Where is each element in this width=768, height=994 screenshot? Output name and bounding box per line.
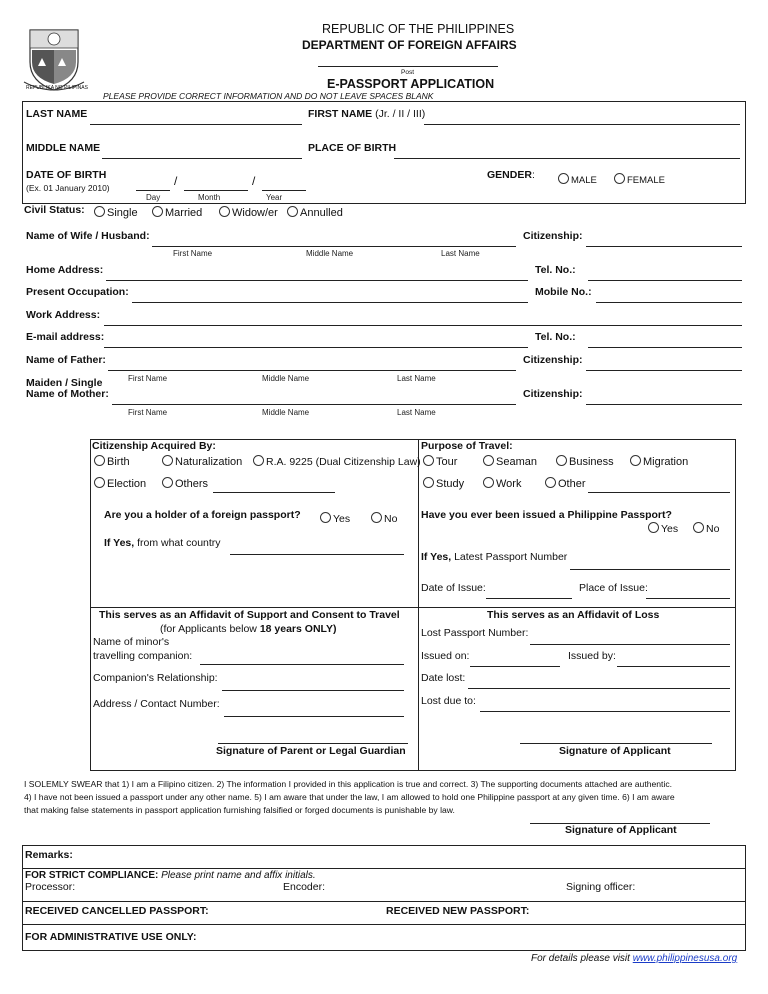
- radio-circle-icon: [320, 512, 331, 523]
- radio-circle-icon: [545, 477, 556, 488]
- foreign-country-label: from what country: [134, 537, 221, 549]
- footer-details: [531, 953, 737, 964]
- mother-last-name-sub: Last Name: [397, 408, 436, 417]
- civil-widower-radio[interactable]: [219, 206, 278, 219]
- place-of-birth-label: PLACE OF BIRTH: [308, 142, 397, 154]
- instruction-text: PLEASE PROVIDE CORRECT INFORMATION AND DO NOT LEAVE SPACES BLANK: [103, 91, 434, 101]
- radio-circle-icon: [614, 173, 625, 184]
- cit-naturalization-radio[interactable]: [162, 455, 242, 468]
- mother-label-1: Maiden / Single: [26, 377, 103, 389]
- radio-circle-icon: [371, 512, 382, 523]
- dob-year-label: Year: [266, 193, 283, 202]
- radio-circle-icon: [648, 522, 659, 533]
- dob-slash-1: /: [174, 174, 178, 188]
- father-last-name-sub: Last Name: [397, 374, 436, 383]
- middle-name-field[interactable]: [102, 158, 302, 159]
- affidavit-divider: [90, 607, 736, 608]
- issued-on-field[interactable]: [470, 666, 560, 667]
- purpose-tour-label: Tour: [436, 456, 458, 468]
- cit-ra9225-label: R.A. 9225 (Dual Citizenship Law): [266, 456, 421, 468]
- issued-passport-question: Have you ever been issued a Philippine Passport?: [421, 509, 672, 521]
- spouse-citizenship-label: Citizenship:: [523, 230, 583, 242]
- mother-first-name-sub: First Name: [128, 408, 168, 417]
- radio-circle-icon: [162, 455, 173, 466]
- address-contact-label: Address / Contact Number:: [93, 698, 220, 710]
- oath-line-2: 4) I have not been issued a passport under any other name. 5) I am aware that under the law, I am allowed to hold one Philippine passport at any given time. 6) I am aware: [24, 792, 675, 802]
- foreign-yes-radio[interactable]: [320, 512, 350, 525]
- mother-field[interactable]: [112, 404, 516, 405]
- encoder-label: Encoder:: [283, 881, 326, 893]
- guardian-signature-line[interactable]: [218, 743, 408, 744]
- issued-no-radio[interactable]: [693, 522, 719, 535]
- issued-yes-label: Yes: [661, 523, 679, 535]
- foreign-yes-label: Yes: [333, 513, 351, 525]
- new-passport-label: RECEIVED NEW PASSPORT:: [386, 905, 530, 917]
- lost-due-field[interactable]: [480, 711, 730, 712]
- latest-passport-field[interactable]: [570, 569, 730, 570]
- last-name-field[interactable]: [90, 124, 302, 125]
- last-name-label: LAST NAME: [26, 108, 88, 120]
- radio-circle-icon: [483, 477, 494, 488]
- oath-signature-label: Signature of Applicant: [565, 824, 677, 836]
- work-address-field[interactable]: [104, 325, 742, 326]
- loss-applicant-signature-label: Signature of Applicant: [559, 745, 671, 757]
- issued-if-yes: If Yes,: [421, 551, 452, 563]
- foreign-country-label-wrap: [104, 537, 221, 549]
- radio-circle-icon: [483, 455, 494, 466]
- purpose-seaman-radio[interactable]: [483, 455, 537, 468]
- purpose-title: Purpose of Travel:: [421, 440, 513, 452]
- first-name-label: FIRST NAME: [308, 108, 373, 120]
- form-title: E-PASSPORT APPLICATION: [327, 77, 495, 91]
- oath-line-3: that making false statements in passport application furnishing falsified or forged documents is punishable by law.: [24, 805, 455, 815]
- gender-male-label: MALE: [571, 175, 597, 186]
- spouse-label: Name of Wife / Husband:: [26, 230, 150, 242]
- father-citizenship-label: Citizenship:: [523, 354, 583, 366]
- purpose-study-label: Study: [436, 478, 465, 490]
- mother-citizenship-label: Citizenship:: [523, 388, 583, 400]
- cit-birth-radio[interactable]: [94, 455, 130, 468]
- issued-by-label: Issued by:: [568, 650, 616, 662]
- latest-passport-label: Latest Passport Number: [451, 551, 568, 563]
- radio-circle-icon: [423, 455, 434, 466]
- dob-example: (Ex. 01 January 2010): [26, 183, 110, 193]
- purpose-study-radio[interactable]: [423, 477, 464, 490]
- foreign-passport-question: Are you a holder of a foreign passport?: [104, 509, 301, 521]
- minor-companion-label-1: Name of minor's: [93, 636, 170, 648]
- father-field[interactable]: [108, 370, 516, 371]
- box-divider: [418, 439, 419, 770]
- spouse-middle-name-sub: Middle Name: [306, 249, 354, 258]
- purpose-business-label: Business: [569, 456, 614, 468]
- affidavit-subtitle-bold: 18 years ONLY): [259, 623, 337, 635]
- republic-title: REPUBLIC OF THE PHILIPPINES: [322, 22, 515, 36]
- occupation-label: Present Occupation:: [26, 286, 129, 298]
- mother-label-2: Name of Mother:: [26, 388, 109, 400]
- home-tel-label: Tel. No.:: [535, 264, 576, 276]
- civil-widower-label: Widow/er: [232, 207, 278, 219]
- affidavit-loss-title: This serves as an Affidavit of Loss: [487, 609, 660, 621]
- post-label: Post: [401, 69, 415, 76]
- father-middle-name-sub: Middle Name: [262, 374, 310, 383]
- footer-link[interactable]: www.philippinesusa.org: [632, 953, 738, 964]
- purpose-seaman-label: Seaman: [496, 456, 537, 468]
- signing-officer-label: Signing officer:: [566, 881, 636, 893]
- dob-label: DATE OF BIRTH: [26, 169, 107, 181]
- work-address-label: Work Address:: [26, 309, 101, 321]
- relationship-label: Companion's Relationship:: [93, 672, 218, 684]
- occupation-field[interactable]: [132, 302, 528, 303]
- spouse-last-name-sub: Last Name: [441, 249, 480, 258]
- address-contact-field[interactable]: [224, 716, 404, 717]
- place-of-birth-field[interactable]: [394, 158, 740, 159]
- middle-name-label: MIDDLE NAME: [26, 142, 101, 154]
- father-citizenship-field[interactable]: [586, 370, 742, 371]
- purpose-other-radio[interactable]: [545, 477, 586, 490]
- seal-logo: [22, 22, 86, 94]
- civil-married-label: Married: [165, 207, 203, 219]
- civil-married-radio[interactable]: [152, 206, 202, 219]
- radio-circle-icon: [630, 455, 641, 466]
- issued-by-field[interactable]: [617, 666, 730, 667]
- mobile-field[interactable]: [596, 302, 742, 303]
- gender-male-radio[interactable]: [558, 173, 597, 186]
- radio-circle-icon: [693, 522, 704, 533]
- dob-slash-2: /: [252, 174, 256, 188]
- compliance-note: Please print name and affix initials.: [158, 870, 316, 881]
- guardian-signature-label: Signature of Parent or Legal Guardian: [216, 745, 406, 757]
- issued-no-label: No: [706, 523, 720, 535]
- gender-female-label: FEMALE: [627, 175, 666, 186]
- first-name-label-wrap: [308, 108, 425, 120]
- admin-use-label: FOR ADMINISTRATIVE USE ONLY:: [25, 931, 197, 943]
- compliance-label: FOR STRICT COMPLIANCE:: [25, 870, 159, 881]
- affidavit-support-subtitle: [160, 623, 336, 635]
- citizenship-title: Citizenship Acquired By:: [92, 440, 216, 452]
- radio-circle-icon: [94, 455, 105, 466]
- first-name-hint: (Jr. / II / III): [375, 108, 426, 120]
- civil-annulled-label: Annulled: [300, 207, 343, 219]
- minor-companion-label-2: travelling companion:: [93, 650, 193, 662]
- remarks-label: Remarks:: [25, 849, 73, 861]
- dob-day-field[interactable]: [136, 190, 170, 191]
- seal-text: REPUBLIKA NG PILIPINAS: [26, 85, 88, 91]
- purpose-business-radio[interactable]: [556, 455, 614, 468]
- processor-label: Processor:: [25, 881, 76, 893]
- foreign-if-yes: If Yes,: [104, 537, 135, 549]
- date-of-issue-label: Date of Issue:: [421, 582, 486, 594]
- cit-others-field[interactable]: [213, 492, 335, 493]
- email-label: E-mail address:: [26, 331, 105, 343]
- email-tel-field[interactable]: [588, 347, 742, 348]
- date-lost-field[interactable]: [468, 688, 730, 689]
- purpose-other-field[interactable]: [588, 492, 730, 493]
- civil-annulled-radio[interactable]: [287, 206, 343, 219]
- radio-circle-icon: [558, 173, 569, 184]
- dob-month-label: Month: [198, 193, 221, 202]
- mobile-label: Mobile No.:: [535, 286, 592, 298]
- cit-ra9225-radio[interactable]: [253, 455, 421, 468]
- home-address-field[interactable]: [106, 280, 528, 281]
- lost-number-field[interactable]: [530, 644, 730, 645]
- purpose-other-label: Other: [558, 478, 586, 490]
- cancelled-passport-label: RECEIVED CANCELLED PASSPORT:: [25, 905, 209, 917]
- gender-colon: :: [531, 169, 535, 181]
- mother-middle-name-sub: Middle Name: [262, 408, 310, 417]
- civil-status-label: Civil Status:: [24, 204, 85, 216]
- purpose-tour-radio[interactable]: [423, 455, 457, 468]
- gender-female-radio[interactable]: [614, 173, 665, 186]
- spouse-citizenship-field[interactable]: [586, 246, 742, 247]
- cit-birth-label: Birth: [107, 456, 130, 468]
- civil-single-label: Single: [107, 207, 138, 219]
- affidavit-support-title: This serves as an Affidavit of Support and Consent to Travel: [99, 609, 400, 621]
- foreign-no-label: No: [384, 513, 398, 525]
- radio-circle-icon: [423, 477, 434, 488]
- lost-due-label: Lost due to:: [421, 695, 476, 707]
- cit-naturalization-label: Naturalization: [175, 456, 243, 468]
- radio-circle-icon: [253, 455, 264, 466]
- purpose-work-label: Work: [496, 478, 522, 490]
- oath-line-1: I SOLEMLY SWEAR that 1) I am a Filipino citizen. 2) The information I provided in this application is true and correct. 3) The supporting documents attached are authentic.: [24, 779, 673, 789]
- foreign-country-field[interactable]: [230, 554, 404, 555]
- cit-others-label: Others: [175, 478, 209, 490]
- lost-number-label: Lost Passport Number:: [421, 627, 529, 639]
- loss-applicant-signature-line[interactable]: [520, 743, 712, 744]
- mother-citizenship-field[interactable]: [586, 404, 742, 405]
- relationship-field[interactable]: [222, 690, 404, 691]
- radio-circle-icon: [556, 455, 567, 466]
- civil-single-radio[interactable]: [94, 206, 138, 219]
- admin-row-divider-1: [22, 868, 746, 869]
- issued-on-label: Issued on:: [421, 650, 470, 662]
- purpose-work-radio[interactable]: [483, 477, 521, 490]
- email-field[interactable]: [104, 347, 528, 348]
- minor-companion-field[interactable]: [200, 664, 404, 665]
- radio-circle-icon: [219, 206, 230, 217]
- radio-circle-icon: [94, 206, 105, 217]
- purpose-migration-label: Migration: [643, 456, 689, 468]
- cit-election-label: Election: [107, 478, 147, 490]
- home-tel-field[interactable]: [588, 280, 742, 281]
- foreign-no-radio[interactable]: [371, 512, 397, 525]
- radio-circle-icon: [287, 206, 298, 217]
- cit-others-radio[interactable]: [162, 477, 208, 490]
- father-label: Name of Father:: [26, 354, 106, 366]
- affidavit-subtitle-pre: (for Applicants below: [160, 623, 260, 635]
- spouse-field[interactable]: [152, 246, 516, 247]
- date-lost-label: Date lost:: [421, 672, 466, 684]
- place-of-issue-label: Place of Issue:: [579, 582, 648, 594]
- gender-label-wrap: [487, 169, 535, 181]
- purpose-migration-radio[interactable]: [630, 455, 688, 468]
- date-of-issue-field[interactable]: [486, 598, 572, 599]
- dob-month-field[interactable]: [184, 190, 248, 191]
- admin-row-divider-2: [22, 901, 746, 902]
- father-first-name-sub: First Name: [128, 374, 168, 383]
- place-of-issue-field[interactable]: [646, 598, 730, 599]
- latest-passport-label-wrap: [421, 551, 567, 563]
- radio-circle-icon: [152, 206, 163, 217]
- cit-election-radio[interactable]: [94, 477, 146, 490]
- admin-row-divider-3: [22, 924, 746, 925]
- post-line[interactable]: [318, 66, 498, 67]
- compliance-wrap: [25, 870, 316, 881]
- email-tel-label: Tel. No.:: [535, 331, 576, 343]
- radio-circle-icon: [94, 477, 105, 488]
- spouse-first-name-sub: First Name: [173, 249, 213, 258]
- home-address-label: Home Address:: [26, 264, 104, 276]
- radio-circle-icon: [162, 477, 173, 488]
- footer-details-text: For details please visit: [531, 953, 633, 964]
- dob-year-field[interactable]: [262, 190, 306, 191]
- first-name-field[interactable]: [424, 124, 740, 125]
- department-title: DEPARTMENT OF FOREIGN AFFAIRS: [302, 38, 517, 52]
- issued-yes-radio[interactable]: [648, 522, 678, 535]
- gender-label: GENDER: [487, 169, 532, 181]
- dob-day-label: Day: [146, 193, 161, 202]
